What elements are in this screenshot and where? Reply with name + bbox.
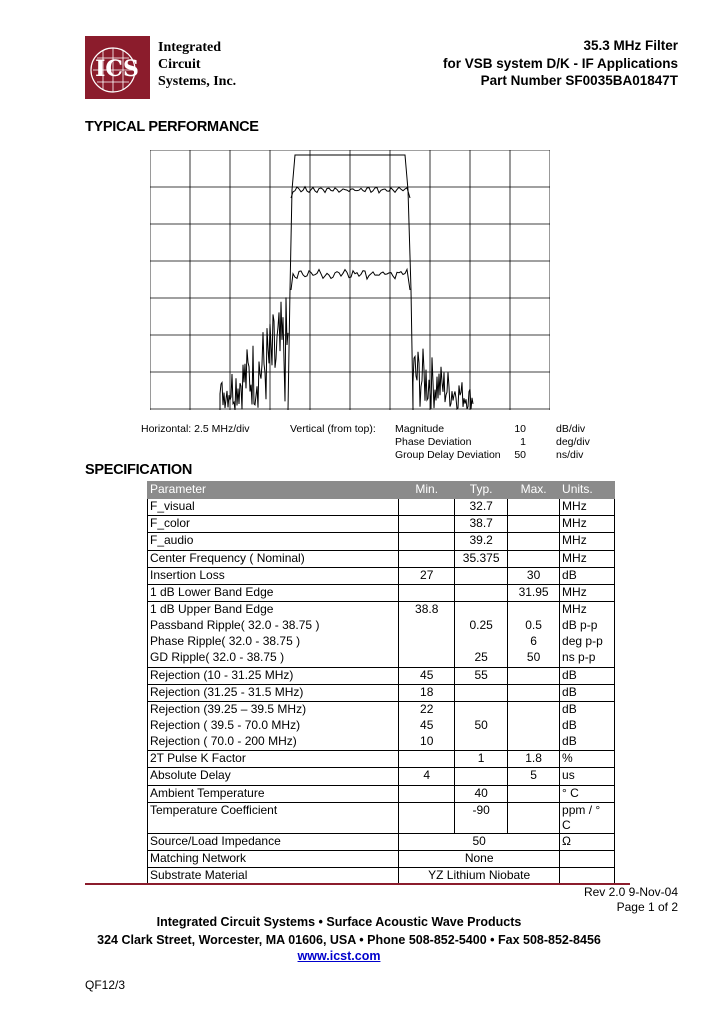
title-line-2: for VSB system D/K - IF Applications [442,55,678,71]
table-row [148,850,615,867]
performance-plot-svg [150,150,550,410]
typ-cell: 1 [455,751,508,768]
typ-cell: 25 [455,650,508,667]
stopband-trace [220,297,473,410]
units-cell: % [560,751,615,768]
min-cell: 22 [399,701,455,718]
min-cell: 18 [399,684,455,701]
table-row [148,650,615,667]
min-cell [399,550,455,567]
typ-cell: 50 [399,833,560,850]
table-row [148,601,615,618]
table-row [148,499,615,516]
table-row [148,718,615,734]
units-cell: us [560,768,615,785]
parameter-cell: Insertion Loss [148,567,399,584]
parameter-cell: Passband Ripple( 32.0 - 38.75 ) [148,618,399,634]
max-cell: 50 [508,650,560,667]
typ-cell: 35.375 [455,550,508,567]
min-cell [399,650,455,667]
min-cell [399,584,455,601]
footer-company-line: Integrated Circuit Systems • Surface Acoustic Wave Products [156,915,522,929]
min-cell: 38.8 [399,601,455,618]
min-cell [399,516,455,533]
min-cell [399,785,455,802]
logo-text: ICS [95,56,139,82]
parameter-cell: Source/Load Impedance [148,833,399,850]
parameter-cell: Matching Network [148,850,399,867]
typ-cell [455,768,508,785]
units-cell: ppm / ° C [560,802,615,833]
typical-performance-heading: TYPICAL PERFORMANCE [85,119,259,135]
typ-cell: 50 [455,718,508,734]
min-cell [399,499,455,516]
parameter-cell: Rejection (39.25 – 39.5 MHz) [148,701,399,718]
max-cell [508,734,560,751]
performance-plot [150,150,550,410]
scale-name-magnitude: Magnitude [395,423,445,435]
table-row [148,734,615,751]
min-cell [399,533,455,550]
table-row [148,618,615,634]
scale-unit-magnitude: dB/div [556,423,586,435]
max-cell [508,684,560,701]
max-cell [508,601,560,618]
specification-table [147,481,615,885]
footer-address-line: 324 Clark Street, Worcester, MA 01606, USA • Phone 508-852-5400 • Fax 508-852-8456 [97,933,601,947]
parameter-cell: GD Ripple( 32.0 - 38.75 ) [148,650,399,667]
table-row [148,550,615,567]
company-name-line: Systems, Inc. [158,74,237,89]
typ-cell [455,567,508,584]
units-cell: MHz [560,533,615,550]
max-cell [508,701,560,718]
parameter-cell: Center Frequency ( Nominal) [148,550,399,567]
typ-cell [455,734,508,751]
column-header-parameter: Parameter [148,482,399,499]
parameter-cell: Rejection ( 39.5 - 70.0 MHz) [148,718,399,734]
parameter-cell: F_color [148,516,399,533]
parameter-cell: 1 dB Upper Band Edge [148,601,399,618]
scale-value-phase: 1 [520,436,526,448]
units-cell: dB [560,734,615,751]
max-cell: 31.95 [508,584,560,601]
revision-info: Rev 2.0 9-Nov-04 [583,885,678,899]
column-header-typ: Typ. [455,482,508,499]
max-cell: 6 [508,634,560,650]
typ-cell: -90 [455,802,508,833]
table-row [148,785,615,802]
company-name-line: Integrated [158,40,221,55]
units-cell: MHz [560,584,615,601]
footer-divider [85,883,630,885]
units-cell: dB p-p [560,618,615,634]
table-row [148,768,615,785]
max-cell [508,718,560,734]
units-cell: dB [560,567,615,584]
website-link[interactable]: www.icst.com [297,949,381,963]
units-cell: dB [560,718,615,734]
specification-heading: SPECIFICATION [85,462,193,478]
parameter-cell: 2T Pulse K Factor [148,751,399,768]
typ-cell [455,684,508,701]
phase-deviation-trace [291,187,410,198]
min-cell [399,802,455,833]
table-row [148,584,615,601]
parameter-cell: 1 dB Lower Band Edge [148,584,399,601]
parameter-cell: Phase Ripple( 32.0 - 38.75 ) [148,634,399,650]
units-cell: deg p-p [560,634,615,650]
units-cell: ns p-p [560,650,615,667]
units-cell: dB [560,684,615,701]
units-cell: MHz [560,499,615,516]
max-cell: 5 [508,768,560,785]
table-row [148,516,615,533]
min-cell [399,618,455,634]
typ-cell: 38.7 [455,516,508,533]
max-cell [508,802,560,833]
parameter-cell: Rejection (10 - 31.25 MHz) [148,667,399,684]
typ-cell: 55 [455,667,508,684]
units-cell [560,850,615,867]
table-row [148,634,615,650]
min-cell: 45 [399,667,455,684]
typ-cell: YZ Lithium Niobate [399,867,560,884]
units-cell: MHz [560,550,615,567]
min-cell [399,751,455,768]
document-title [443,37,678,90]
typ-cell [455,584,508,601]
typ-cell [455,634,508,650]
max-cell: 1.8 [508,751,560,768]
column-header-max: Max. [508,482,560,499]
scale-name-phase: Phase Deviation [395,436,472,448]
max-cell: 30 [508,567,560,584]
max-cell [508,667,560,684]
parameter-cell: Rejection (31.25 - 31.5 MHz) [148,684,399,701]
min-cell: 4 [399,768,455,785]
table-row [148,684,615,701]
min-cell [399,634,455,650]
scale-value-magnitude: 10 [514,423,526,435]
typ-cell: None [399,850,560,867]
min-cell: 27 [399,567,455,584]
units-cell: MHz [560,601,615,618]
scale-unit-group-delay: ns/div [556,449,584,461]
table-row [148,667,615,684]
vertical-scale-label: Vertical (from top): [290,423,376,435]
horizontal-scale: Horizontal: 2.5 MHz/div [141,423,250,435]
table-header-row [148,482,615,499]
units-cell: Ω [560,833,615,850]
scale-value-group-delay: 50 [514,449,526,461]
form-id: QF12/3 [85,978,126,992]
parameter-cell: Temperature Coefficient [148,802,399,833]
max-cell [508,533,560,550]
group-delay-trace [291,269,410,290]
table-row [148,833,615,850]
page-number: Page 1 of 2 [616,900,678,914]
table-row [148,533,615,550]
table-row [148,802,615,833]
table-row [148,751,615,768]
parameter-cell: F_visual [148,499,399,516]
max-cell [508,550,560,567]
part-number: Part Number SF0035BA01847T [480,73,678,88]
company-name [158,39,236,90]
company-logo [85,36,150,99]
typ-cell [455,701,508,718]
typ-cell: 32.7 [455,499,508,516]
min-cell: 45 [399,718,455,734]
title-line-1: 35.3 MHz Filter [583,38,678,53]
parameter-cell: Absolute Delay [148,768,399,785]
company-name-line: Circuit [158,57,201,72]
parameter-cell: Substrate Material [148,867,399,884]
typ-cell: 0.25 [455,618,508,634]
table-row [148,701,615,718]
parameter-cell: F_audio [148,533,399,550]
scale-unit-phase: deg/div [556,436,590,448]
parameter-cell: Rejection ( 70.0 - 200 MHz) [148,734,399,751]
units-cell: ° C [560,785,615,802]
typ-cell [455,601,508,618]
max-cell [508,785,560,802]
table-row [148,567,615,584]
column-header-units: Units. [560,482,615,499]
max-cell [508,499,560,516]
min-cell: 10 [399,734,455,751]
parameter-cell: Ambient Temperature [148,785,399,802]
scale-name-group-delay: Group Delay Deviation [395,449,501,461]
plot-grid [150,150,550,410]
units-cell: dB [560,667,615,684]
column-header-min: Min. [399,482,455,499]
typ-cell: 39.2 [455,533,508,550]
max-cell [508,516,560,533]
units-cell: dB [560,701,615,718]
typ-cell: 40 [455,785,508,802]
units-cell: MHz [560,516,615,533]
max-cell: 0.5 [508,618,560,634]
